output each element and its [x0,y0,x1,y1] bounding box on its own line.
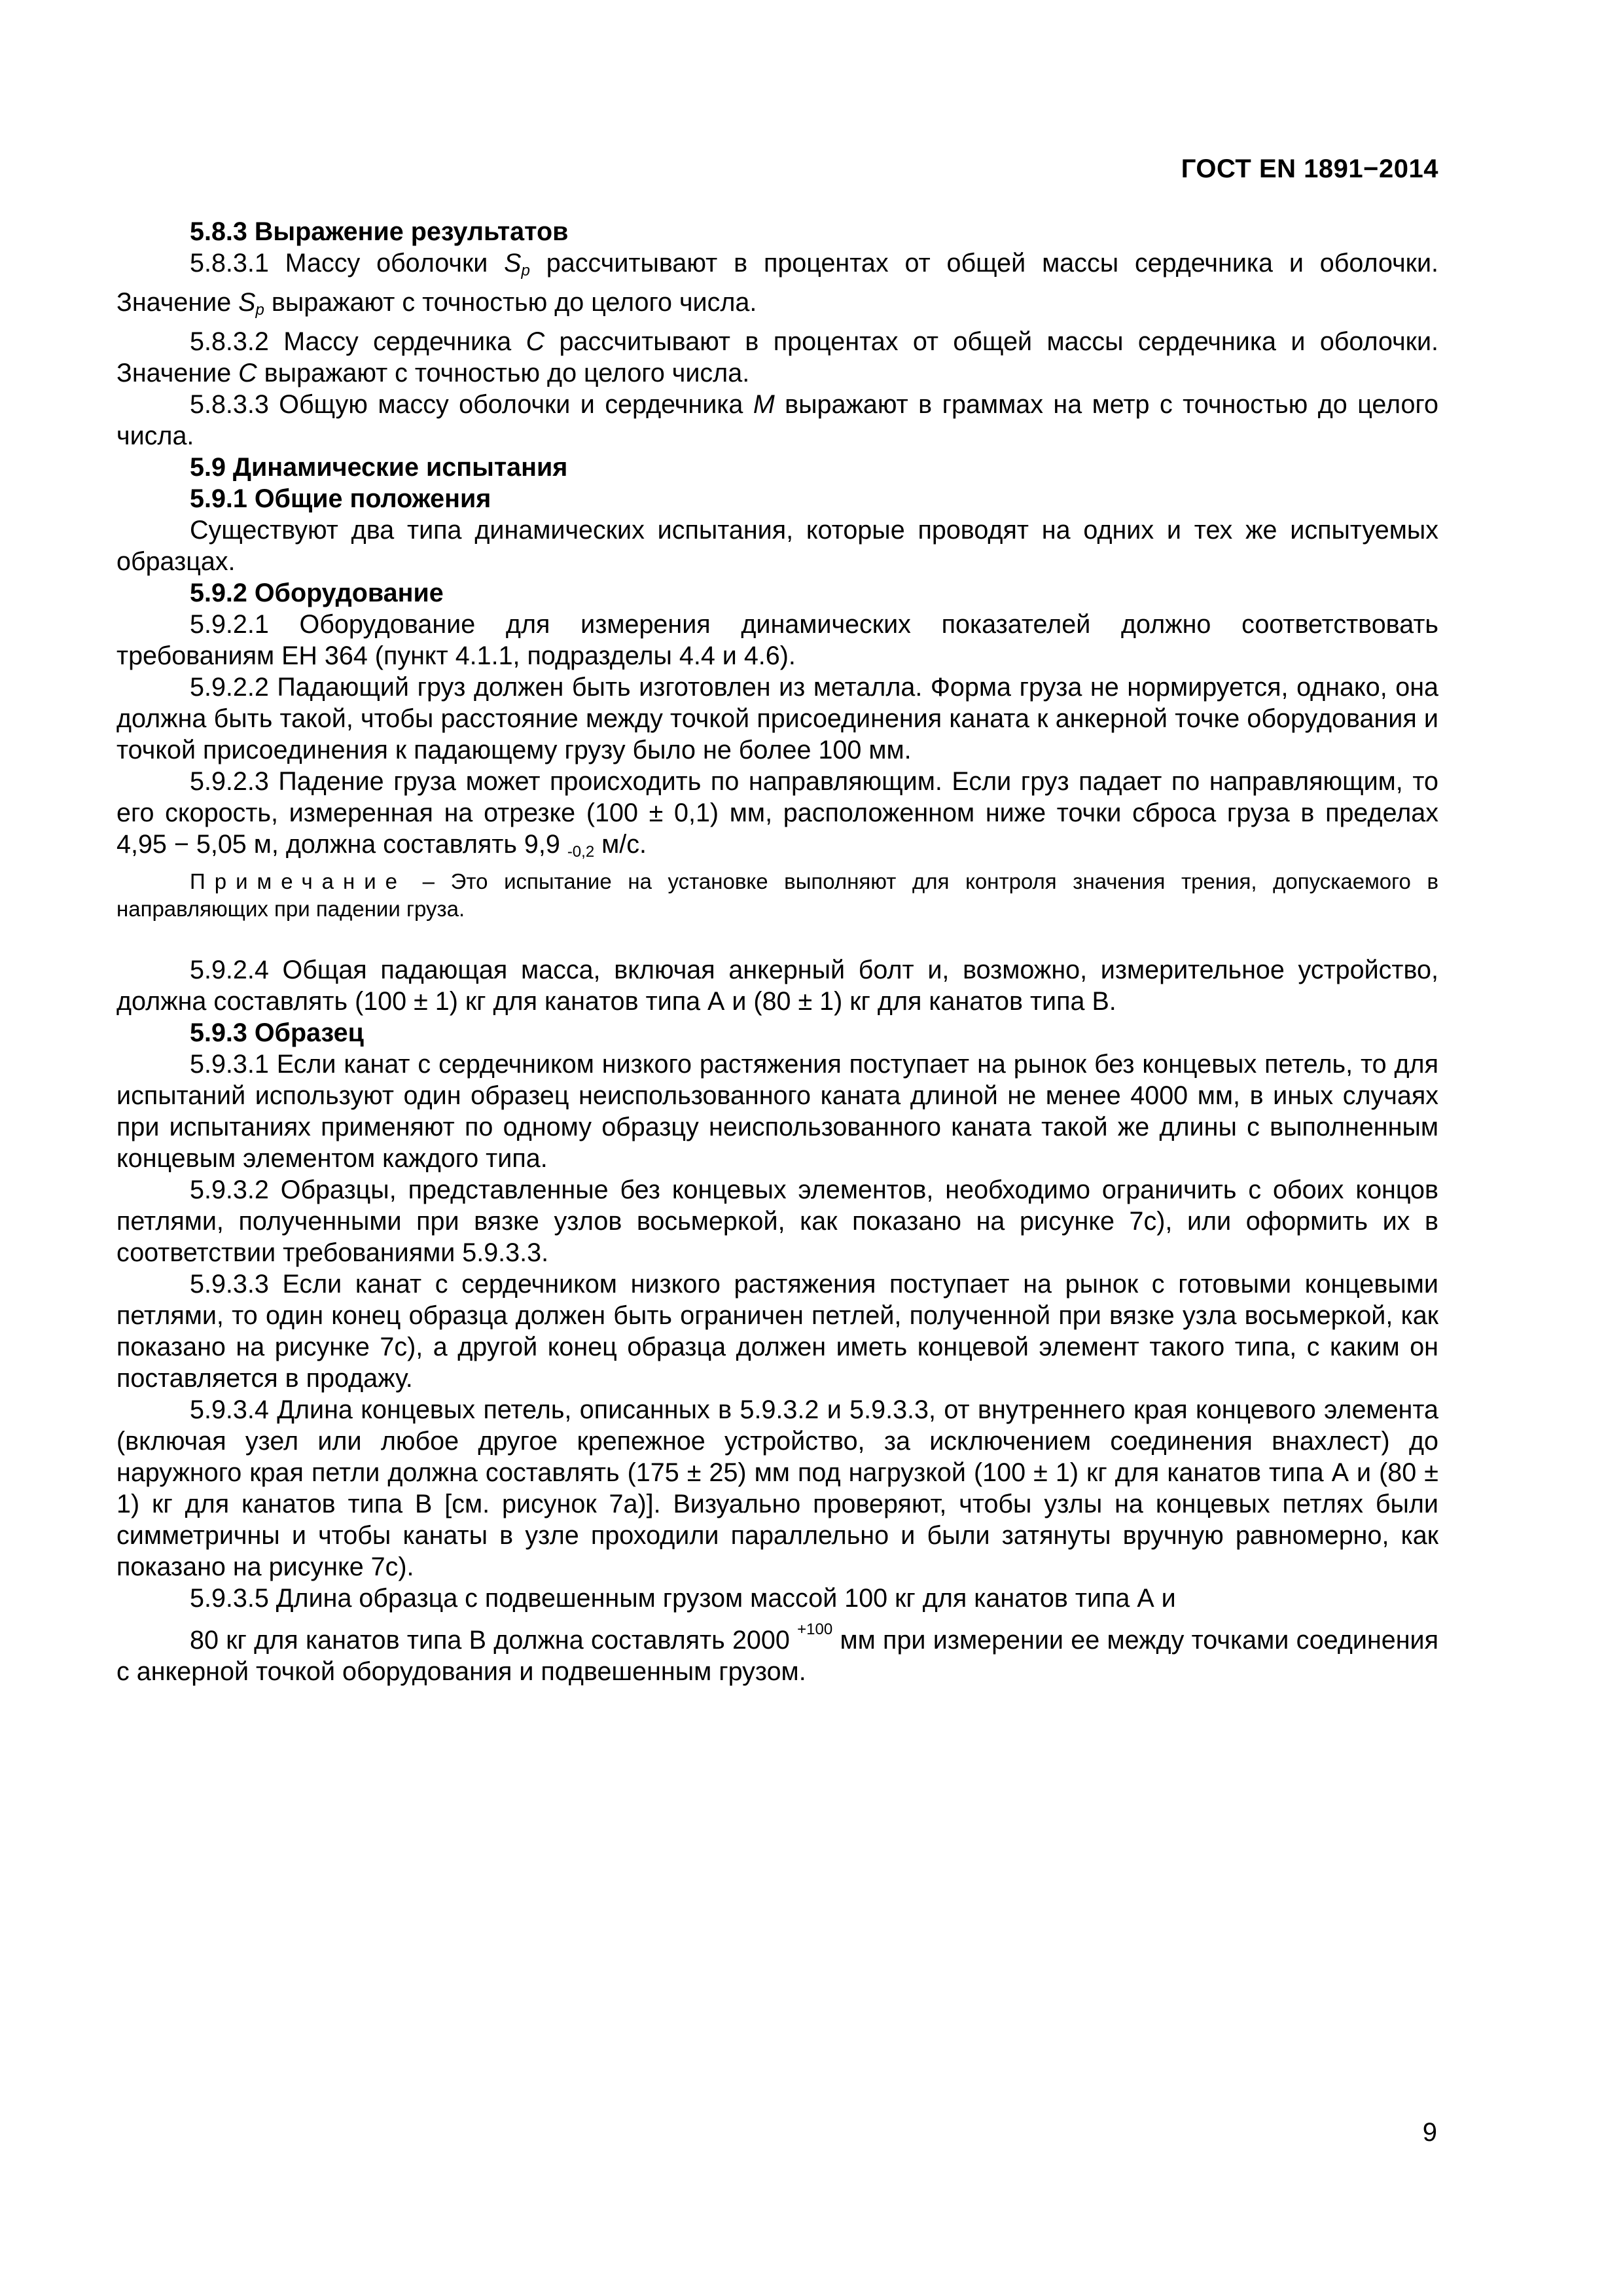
paragraph-5-9-2-4: 5.9.2.4 Общая падающая масса, включая анкерный болт и, возможно, измерительное устройство, должна составлять (100 ± 1) кг для канатов типа А и (80 ± 1) кг для канатов типа В. [116,956,1438,1016]
heading-5-9-2: 5.9.2 Оборудование [190,579,444,607]
paragraph-5-8-3-3: 5.8.3.3 Общую массу оболочки и сердечника М выражают в граммах на метр с точностью до целого числа. [116,390,1439,450]
paragraph-5-9-1: Существуют два типа динамических испытания, которые проводят на одних и тех же испытуемых образцах. [116,516,1438,576]
paragraph-5-9-2-2: 5.9.2.2 Падающий груз должен быть изготовлен из металла. Форма груза не нормируется, однако, она должна быть такой, чтобы расстояние между точкой присоединения каната к анкерной точке оборудования и точкой присоединения к падающему грузу было не более 100 мм. [116,673,1438,764]
spacer [116,923,1438,954]
note-label: Примечание [190,869,407,893]
note: Примечание – Это испытание на установке выполняют для контроля значения трения, допускаемого в направляющих при падении груза. [116,869,1438,921]
paragraph-5-9-3-4: 5.9.3.4 Длина концевых петель, описанных в 5.9.3.2 и 5.9.3.3, от внутреннего края концевого элемента (включая узел или любое другое крепежное устройство, за исключением соединения внахлест) до наружного края петли должна составлять (175 ± 25) мм под нагрузкой (100 ± 1) кг для канатов типа А и (80 ± 1) кг для канатов типа В [см. рисунок 7а)]. Визуально проверяют, чтобы узлы на концевых петлях были симметричны и чтобы канаты в узле проходили параллельно и были затянуты вручную равномерно, как показано на рисунке 7с). [116,1395,1438,1581]
paragraph-5-9-2-3: 5.9.2.3 Падение груза может происходить по направляющим. Если груз падает по направляющим, то его скорость, измеренная на отрезке (100 ± 0,1) мм, расположенном ниже точки сброса груза в пределах 4,95 − 5,05 м, должна составлять 9,9 $_{-0,2}$ м/с. [116,767,1438,861]
paragraph-5-9-2-1: 5.9.2.1 Оборудование для измерения динамических показателей должно соответствовать требованиям ЕН 364 (пункт 4.1.1, подразделы 4.4 и 4.6). [116,610,1438,670]
paragraph-5-9-3-5: 5.9.3.5 Длина образца с подвешенным грузом массой 100 кг для канатов типа А и [190,1584,1176,1613]
page-number: 9 [1422,2118,1437,2147]
heading-5-9-1: 5.9.1 Общие положения [190,484,491,513]
heading-5-9-3: 5.9.3 Образец [190,1018,364,1047]
document-header: ГОСТ EN 1891−2014 [1181,154,1438,183]
heading-5-9: 5.9 Динамические испытания [190,453,568,482]
paragraph-5-9-3-3: 5.9.3.3 Если канат с сердечником низкого растяжения поступает на рынок с готовыми концевыми петлями, то один конец образца должен быть ограничен петлей, полученной при вязке узла восьмеркой, как показано на рисунке 7с), а другой конец образца должен иметь концевой элемент такого типа, с каким он поставляется в продажу. [116,1270,1438,1393]
paragraph-5-8-3-1: 5.8.3.1 Массу оболочки $S_p$ рассчитывают в процентах от общей массы сердечника и оболочки. Значение $S_p$ выражают с точностью до целого числа. [116,249,1438,319]
document-body [116,216,1438,1687]
paragraph-5-8-3-2: 5.8.3.2 Массу сердечника С рассчитывают в процентах от общей массы сердечника и оболочки. Значение С выражают с точностью до целого числа. [116,327,1438,387]
paragraph-5-9-3-5-cont: 80 кг для канатов типа В должна составлять 2000 $^{+100}$ мм при измерении ее между точками соединения с анкерной точкой оборудования и подвешенным грузом. [116,1621,1438,1686]
paragraph-5-9-3-1: 5.9.3.1 Если канат с сердечником низкого растяжения поступает на рынок без концевых петель, то для испытаний используют один образец неиспользованного каната длиной не менее 4000 мм, в иных случаях при испытаниях применяют по одному образцу неиспользованного каната такой же длины с выполненным концевым элементом каждого типа. [116,1050,1438,1173]
paragraph-5-9-3-2: 5.9.3.2 Образцы, представленные без концевых элементов, необходимо ограничить с обоих концов петлями, полученными при вязке узлов восьмеркой, как показано на рисунке 7с), или оформить их в соответствии требованиями 5.9.3.3. [116,1175,1438,1267]
heading-5-8-3: 5.8.3 Выражение результатов [190,217,569,246]
